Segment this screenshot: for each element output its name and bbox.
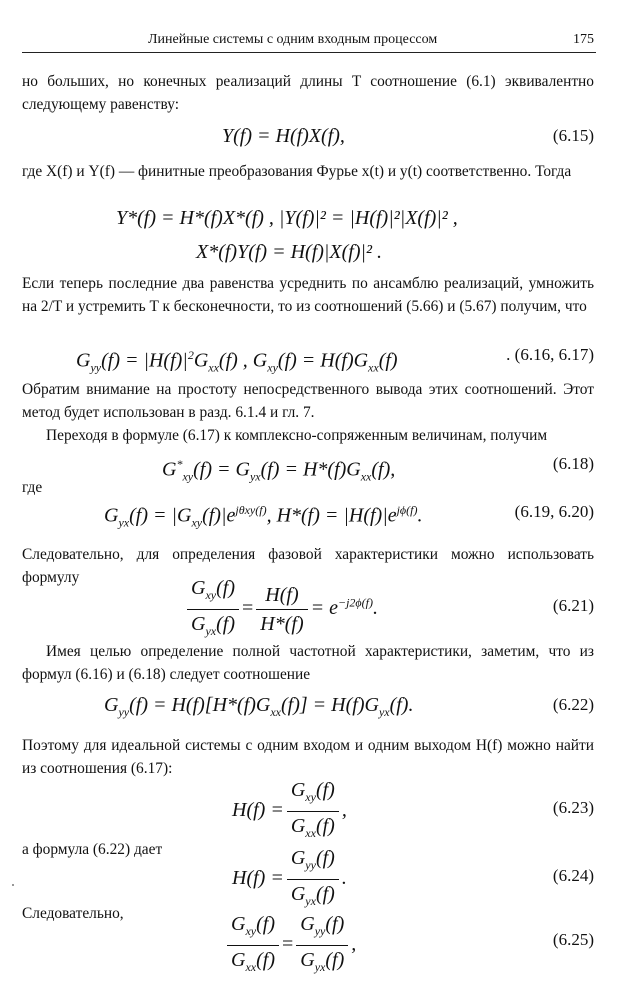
equation-number-6-23: (6.23) (552, 798, 594, 817)
equation-6-24: H(f) = $\frac{G_{yy}(f)}{G_{yx}(f)}$ . (232, 846, 347, 913)
scan-speck (12, 884, 14, 886)
fraction-gyy-gyx-2: $\frac{G_{yy}(f)}{G_{yx}(f)}$ (296, 912, 348, 979)
paragraph-4: Обратим внимание на простоту непосредственного вывода этих соотношений. Этот метод будет использован в разд. 6.1.4 и гл. 7. (22, 381, 594, 421)
running-title: Линейные системы с одним входным процессом (148, 32, 438, 47)
equation-number-6-21: (6.21) (552, 596, 594, 615)
equation-number-6-25: (6.25) (552, 930, 594, 949)
paragraph-10: а формула (6.22) дает (22, 841, 163, 858)
paragraph-9: Поэтому для идеальной системы с одним входом и одним выходом H(f) можно найти из соотношения (6.17): (22, 737, 594, 777)
equation-number-6-18: (6.18) (552, 454, 594, 473)
page-header (22, 30, 596, 53)
equation-conjugates-1: Y*(f) = H*(f)X*(f) , |Y(f)|² = |H(f)|²|X(f)|² , (116, 207, 458, 229)
equation-6-23: H(f) = $\frac{G_{xy}(f)}{G_{xx}(f)}$ , (232, 778, 347, 845)
paragraph-6: где (22, 479, 43, 496)
paragraph-11: Следовательно, (22, 905, 124, 922)
paragraph-7: Следовательно, для определения фазовой характеристики можно использовать формулу (22, 546, 594, 586)
fraction-h-hconj: $\frac{H(f)}{H*(f)}$ (256, 583, 307, 636)
paragraph-1: но больших, но конечных реализаций длины T соотношение (6.1) эквивалентно следующему равенству: (22, 73, 594, 113)
equation-number-6-16-6-17: . (6.16, 6.17) (506, 345, 594, 364)
paragraph-5: Переходя в формуле (6.17) к комплексно-сопряженным величинам, получим (46, 427, 548, 444)
equation-number-6-15: (6.15) (552, 126, 594, 145)
equation-6-25: $\frac{G_{xy}(f)}{G_{xx}(f)}$ = $\frac{G_{yy}(f)}{G_{yx}(f)}$ , (224, 912, 356, 979)
fraction-gxy-gxx-2: $\frac{G_{xy}(f)}{G_{xx}(f)}$ (227, 912, 279, 979)
equation-6-21: $\frac{G_{xy}(f)}{G_{yx}(f)}$ = $\frac{H(f)}{H*(f)}$ = $e^{-j2\phi(f)}$. (184, 576, 378, 643)
equation-number-6-24: (6.24) (552, 866, 594, 885)
equation-conjugates-2: X*(f)Y(f) = H(f)|X(f)|² . (196, 241, 382, 263)
equation-6-16-6-17: $G_{yy}(f) = |H(f)|^2G_{xx}(f)$ , $G_{xy}(f) = H(f)G_{xx}(f)$ (76, 348, 398, 375)
paragraph-8: Имея целью определение полной частотной характеристики, заметим, что из формул (6.16) и (6.18) следует соотношение (22, 643, 594, 683)
equation-6-19-6-20: $G_{yx}(f) = |G_{xy}(f)|e^{j\theta xy(f)}$, $H*(f) = |H(f)|e^{j\phi(f)}$. (104, 503, 423, 530)
equation-6-15: Y(f) = H(f)X(f), (222, 125, 345, 147)
page-number: 175 (573, 32, 594, 47)
equation-number-6-22: (6.22) (552, 695, 594, 714)
paragraph-3: Если теперь последние два равенства усреднить по ансамблю реализаций, умножить на 2/T и устремить T к бесконечности, то из соотношений (5.66) и (5.67) получим, что (22, 275, 594, 315)
equation-number-6-19-6-20: (6.19, 6.20) (514, 502, 594, 521)
fraction-gxy-gxx: $\frac{G_{xy}(f)}{G_{xx}(f)}$ (287, 778, 339, 845)
paragraph-2: где X(f) и Y(f) — финитные преобразования Фурье x(t) и y(t) соответственно. Тогда (22, 163, 572, 180)
fraction-gxy-gyx: $\frac{G_{xy}(f)}{G_{yx}(f)}$ (187, 576, 239, 643)
fraction-gyy-gyx: $\frac{G_{yy}(f)}{G_{yx}(f)}$ (287, 846, 339, 913)
equation-6-22: $G_{yy}(f) = H(f)[H*(f)G_{xx}(f)] = H(f)G_{yx}(f)$. (104, 694, 414, 719)
equation-6-18: $G^*_{xy}(f) = G_{yx}(f) = H*(f)G_{xx}(f)$, (162, 457, 396, 484)
